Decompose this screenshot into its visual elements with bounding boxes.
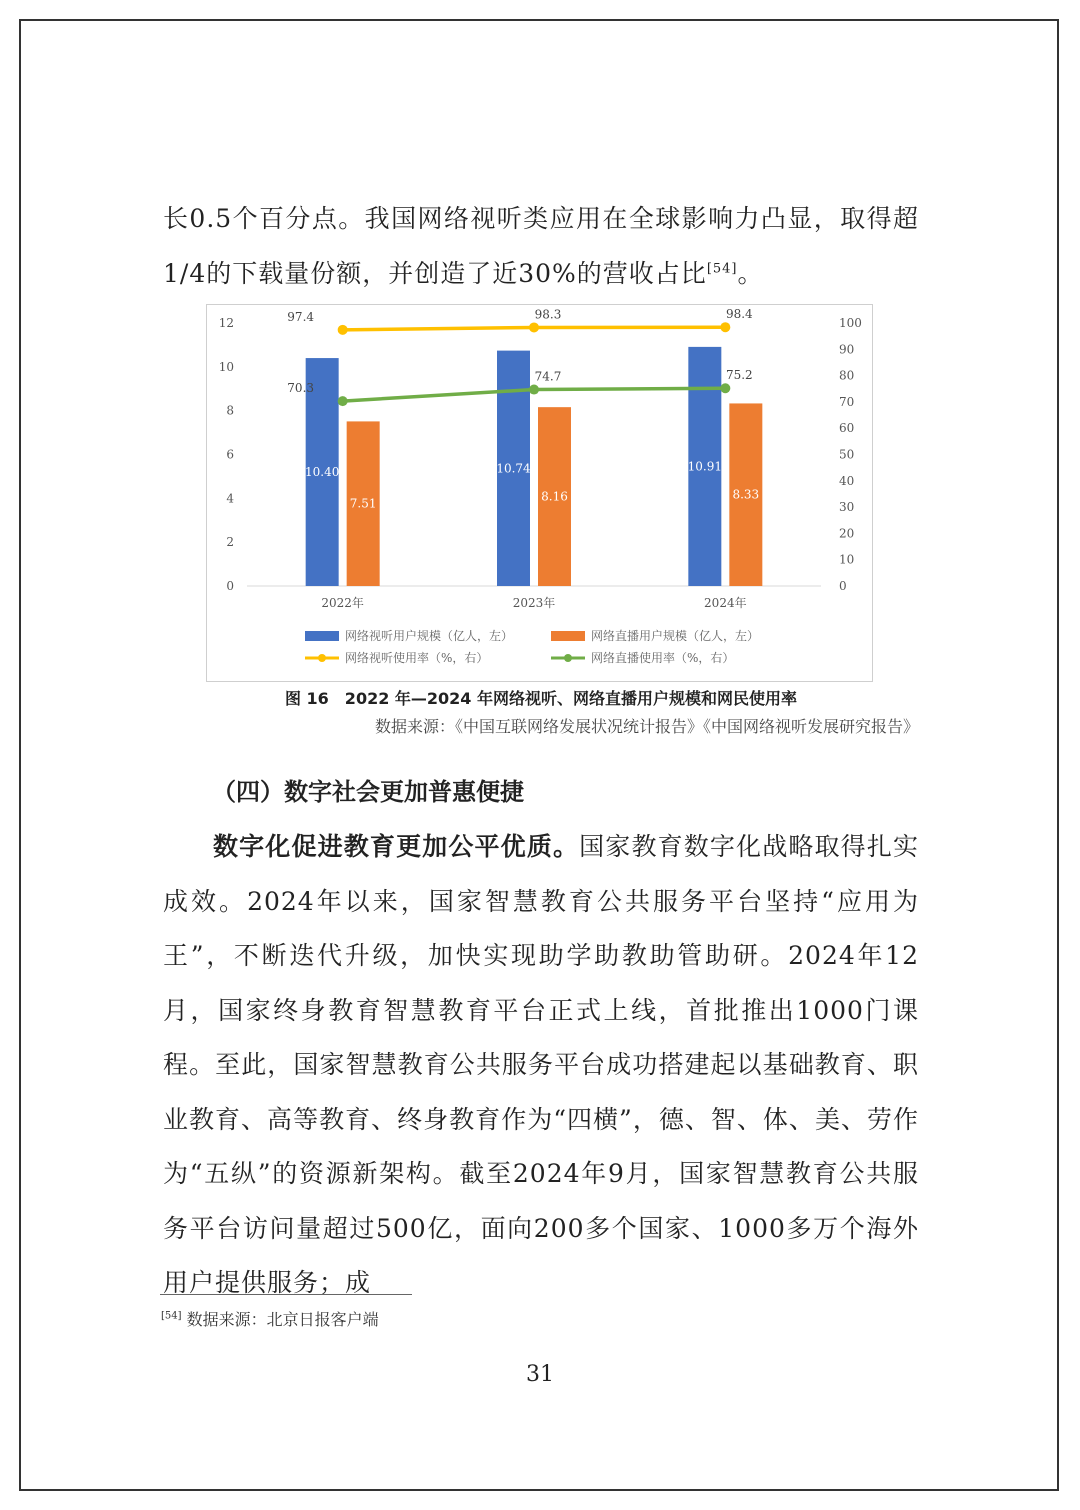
left-axis-tick: 0 xyxy=(226,579,234,593)
footnote-mark: [54] xyxy=(161,1310,182,1322)
bar-data-label: 10.91 xyxy=(687,459,723,474)
right-axis-tick: 30 xyxy=(839,500,855,515)
bar-data-label: 8.16 xyxy=(541,489,568,504)
left-axis-tick: 12 xyxy=(218,316,234,330)
line-data-label: 75.2 xyxy=(725,368,753,383)
bar-data-label: 10.74 xyxy=(496,461,531,476)
right-axis-tick: 80 xyxy=(839,368,855,383)
bar-data-label: 8.33 xyxy=(732,487,760,502)
legend-swatch xyxy=(305,631,339,641)
chart-svg xyxy=(207,305,872,681)
footnote-text: 数据来源：北京日报客户端 xyxy=(186,1310,379,1329)
line-point xyxy=(720,383,730,393)
intro-text: 长0.5个百分点。我国网络视听类应用在全球影响力凸显，取得超1/4的下载量份额，并创造了近30%的营收占比 xyxy=(163,204,919,288)
line-point xyxy=(720,322,730,332)
footnote xyxy=(161,1307,379,1330)
page-number: 31 xyxy=(526,1362,554,1387)
left-axis-tick: 2 xyxy=(226,535,234,550)
line-data-label: 74.7 xyxy=(534,369,562,384)
legend-label: 网络直播用户规模（亿人，左） xyxy=(591,629,760,643)
left-axis-tick: 8 xyxy=(226,403,234,418)
footnote-divider xyxy=(160,1294,412,1295)
line-data-label: 98.3 xyxy=(534,307,562,322)
right-axis-tick: 20 xyxy=(839,526,855,541)
section-heading: （四）数字社会更加普惠便捷 xyxy=(212,778,524,806)
line-data-label: 70.3 xyxy=(287,381,315,396)
figure-source: 数据来源：《中国互联网络发展状况统计报告》《中国网络视听发展研究报告》 xyxy=(374,717,919,736)
line-point xyxy=(338,396,348,406)
x-axis-tick: 2022年 xyxy=(321,596,364,610)
figure-caption: 图 16 2022 年—2024 年网络视听、网络直播用户规模和网民使用率 xyxy=(284,689,798,708)
x-axis-tick: 2023年 xyxy=(512,596,556,610)
right-axis-tick: 0 xyxy=(839,579,847,593)
line-point xyxy=(338,325,348,335)
line-data-label: 97.4 xyxy=(287,309,315,324)
right-axis-tick: 60 xyxy=(839,421,855,436)
paragraph-body: 国家教育数字化战略取得扎实成效。2024年以来，国家智慧教育公共服务平台坚持“应用为王”，不断迭代升级，加快实现助学助教助管助研。2024年12月，国家终身教育智慧教育平台正式上线，首批推出1000门课程。至此，国家智慧教育公共服务平台成功搭建起以基础教育、职业教育、高等教育、终身教育作为“四横”，德、智、体、美、劳作为“五纵”的资源新架构。截至2024年9月，国家智慧教育公共服务平台访问量超过500亿，面向200多个国家、1000多万个海外用户提供服务；成 xyxy=(163,832,919,1297)
left-axis-tick: 10 xyxy=(218,359,234,374)
intro-end: 。 xyxy=(737,258,764,288)
chart-container xyxy=(206,304,873,682)
legend-label: 网络直播使用率（%，右） xyxy=(591,651,735,665)
paragraph-lead: 数字化促进教育更加公平优质。 xyxy=(213,832,580,861)
right-axis-tick: 100 xyxy=(839,316,862,330)
footnote-ref[interactable]: [54] xyxy=(706,261,738,277)
intro-paragraph xyxy=(163,192,919,301)
bar-data-label: 10.40 xyxy=(304,465,340,480)
right-axis-tick: 40 xyxy=(839,473,855,488)
legend-marker xyxy=(564,654,572,662)
bar-data-label: 7.51 xyxy=(349,496,377,511)
right-axis-tick: 10 xyxy=(839,552,855,567)
right-axis-tick: 50 xyxy=(839,447,855,462)
line-data-label: 98.4 xyxy=(725,307,753,322)
legend-marker xyxy=(318,654,326,662)
legend-label: 网络视听用户规模（亿人，左） xyxy=(345,629,514,643)
x-axis-tick: 2024年 xyxy=(704,596,747,610)
line-point xyxy=(529,322,539,332)
line-point xyxy=(529,385,539,395)
legend-label: 网络视听使用率（%，右） xyxy=(345,651,489,665)
right-axis-tick: 90 xyxy=(839,342,855,357)
right-axis-tick: 70 xyxy=(839,394,855,409)
left-axis-tick: 6 xyxy=(226,447,234,462)
left-axis-tick: 4 xyxy=(226,491,234,506)
legend-swatch xyxy=(551,631,585,641)
section-paragraph xyxy=(163,820,919,1311)
